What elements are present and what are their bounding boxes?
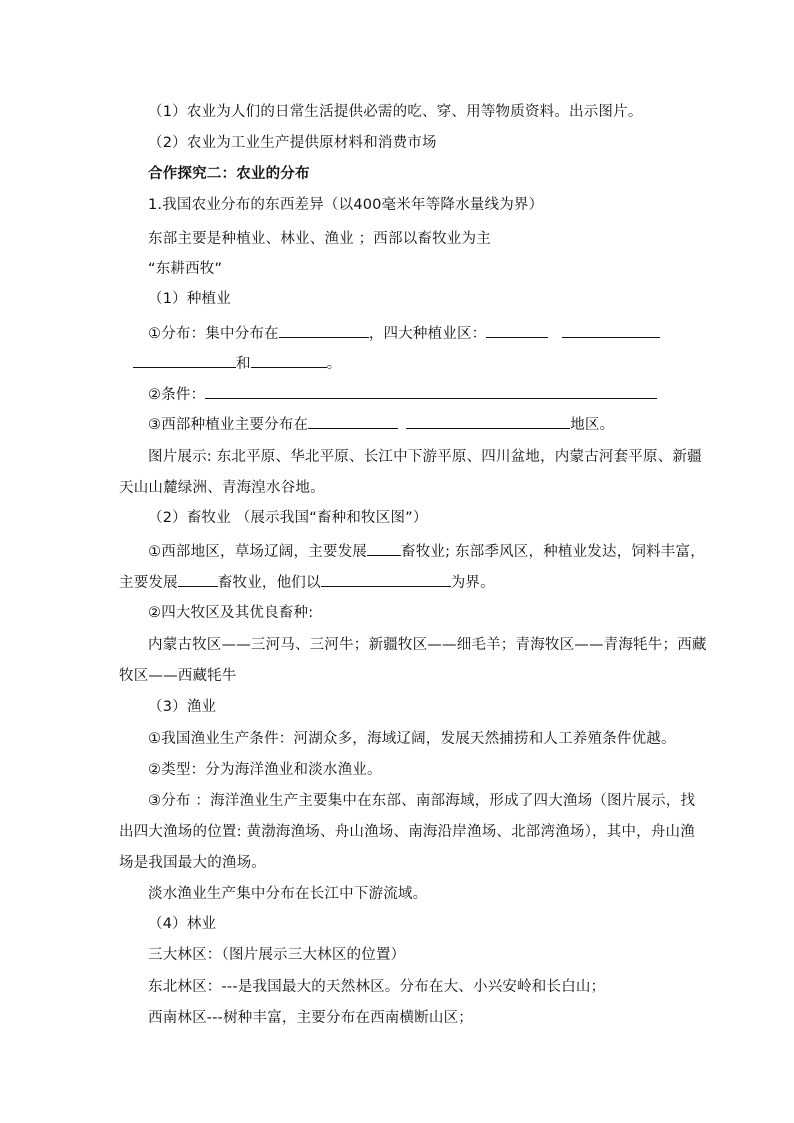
text-line — [148, 603, 313, 623]
subheading — [148, 697, 216, 717]
text-line — [148, 323, 660, 344]
text-line — [148, 102, 643, 122]
text: 畜牧业; 东部季风区，种植业发达，饲料丰富， — [401, 544, 705, 560]
text: 主要发展 — [119, 575, 178, 591]
text-line — [148, 229, 491, 249]
text: ②条件： — [148, 387, 206, 403]
text-line — [148, 884, 427, 904]
text: 牧区——西藏牦牛 — [119, 668, 237, 684]
text: 畜牧业，他们以 — [217, 575, 321, 591]
text: ③西部种植业主要分布在 — [148, 417, 309, 433]
fill-blank[interactable] — [308, 414, 398, 429]
text-line — [148, 791, 695, 811]
text: 西南林区---树种丰富，主要分布在西南横断山区； — [148, 1010, 473, 1026]
text-line — [148, 760, 382, 780]
text: 图片展示: 东北平原、华北平原、长江中下游平原、四川盆地，内蒙古河套平原、新疆 — [148, 449, 702, 465]
fill-blank[interactable] — [133, 353, 236, 368]
fill-blank[interactable] — [562, 323, 660, 338]
fill-blank[interactable] — [367, 541, 401, 556]
text: 淡水渔业生产集中分布在长江中下游流域。 — [148, 886, 428, 902]
text: 地区。 — [570, 417, 615, 433]
fill-blank[interactable] — [406, 414, 570, 429]
text: 出四大渔场的位置: 黄渤海渔场、舟山渔场、南海沿岸渔场、北部湾渔场），其中，舟山渔 — [119, 824, 695, 840]
text: “东耕西牧” — [148, 261, 223, 277]
text: ②类型：分为海洋渔业和淡水渔业。 — [148, 762, 382, 778]
text-line — [148, 259, 222, 279]
text: ①西部地区，草场辽阔，主要发展 — [148, 544, 367, 560]
fill-blank[interactable] — [486, 323, 548, 338]
text: （4）林业 — [148, 916, 217, 932]
text-line — [119, 822, 695, 842]
fill-blank[interactable] — [178, 572, 218, 587]
fill-blank[interactable] — [279, 323, 369, 338]
text: 东北林区：---是我国最大的天然林区。分布在大、小兴安岭和长白山； — [148, 979, 606, 995]
fill-blank[interactable] — [251, 353, 327, 368]
text-line — [148, 133, 437, 153]
text: ①我国渔业生产条件：河湖众多，海域辽阔，发展天然捕捞和人工养殖条件优越。 — [148, 731, 676, 747]
text: （2）畜牧业 （展示我国“畜种和牧区图”） — [148, 510, 428, 526]
text: 1.我国农业分布的东西差异（以400毫米年等降水量线为界） — [148, 197, 544, 213]
text: （2）农业为工业生产提供原材料和消费市场 — [148, 135, 437, 151]
fill-blank[interactable] — [321, 572, 451, 587]
text-line — [148, 1008, 473, 1028]
text: 。 — [326, 356, 342, 372]
text: （1）种植业 — [148, 291, 231, 307]
text-line — [133, 353, 341, 374]
text: 为界。 — [450, 575, 495, 591]
text: ，四大种植业区： — [368, 326, 487, 342]
text: （1）农业为人们的日常生活提供必需的吃、穿、用等物质资料。出示图片。 — [148, 104, 643, 120]
text: ①分布：集中分布在 — [148, 326, 279, 342]
text-line — [119, 853, 266, 873]
text: 天山山麓绿洲、青海湟水谷地。 — [119, 480, 325, 496]
section-heading — [148, 164, 310, 184]
text-line — [148, 945, 405, 965]
text: ②四大牧区及其优良畜种: — [148, 605, 314, 621]
text-line — [119, 572, 495, 593]
text: 场是我国最大的渔场。 — [119, 855, 266, 871]
text-line — [148, 729, 676, 749]
text: 合作探究二：农业的分布 — [148, 166, 310, 182]
fill-blank[interactable] — [205, 384, 657, 399]
text: 三大林区：（图片展示三大林区的位置） — [148, 947, 406, 963]
text: 和 — [236, 356, 251, 372]
text: 东部主要是种植业、林业、渔业 ；西部以畜牧业为主 — [148, 231, 491, 247]
text: ③分布 ：海洋渔业生产主要集中在东部、南部海域，形成了四大渔场（图片展示，找 — [148, 793, 696, 809]
text: 内蒙古牧区——三河马、三河牛；新疆牧区——细毛羊；青海牧区——青海牦牛；西藏 — [148, 637, 707, 653]
text-line — [148, 447, 702, 467]
text: （3）渔业 — [148, 699, 217, 715]
text-line — [148, 414, 614, 435]
subheading — [148, 508, 428, 528]
text-line — [148, 635, 707, 655]
text-line — [148, 541, 705, 562]
subheading — [148, 914, 216, 934]
text-line — [119, 666, 237, 686]
text-line — [148, 384, 657, 405]
text-line — [148, 195, 543, 215]
text-line — [148, 977, 605, 997]
subheading — [148, 289, 231, 309]
text-line — [119, 478, 325, 498]
